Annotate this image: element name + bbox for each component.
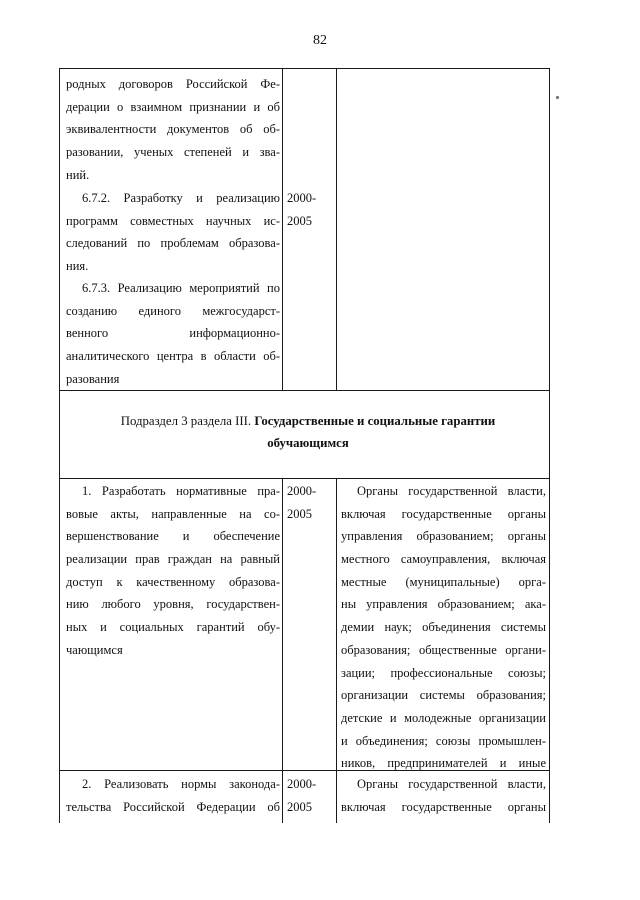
column-divider — [282, 68, 283, 391]
table-top-border — [59, 68, 550, 69]
year-start: 2000- — [287, 484, 317, 498]
text-line: созданию единого межгосударст- — [66, 303, 280, 318]
text-line: 1. Разработать нормативные пра- — [82, 484, 280, 498]
text-line: и объединения; союзы промышлен- — [341, 733, 546, 748]
text-line: тельства Российской Федерации об — [66, 799, 280, 814]
row1-measure-text — [66, 480, 280, 662]
continued-cell-text — [66, 73, 280, 186]
scan-artifact — [556, 96, 559, 99]
text-line: зации; профессиональные союзы; — [341, 665, 546, 680]
text-line: дерации о взаимном признании и об — [66, 99, 280, 114]
year-end: 2005 — [287, 213, 312, 228]
year-start: 2000- — [287, 191, 317, 205]
text-line: разовании, ученых степеней и зва- — [66, 145, 280, 160]
text-line: ны управления образованием; ака- — [341, 597, 546, 612]
subsection-prefix: Подраздел 3 раздела III. — [120, 414, 252, 428]
text-line: реализации прав граждан на равный — [66, 552, 280, 567]
row-divider — [59, 478, 550, 479]
text-line: образования; общественные органи- — [341, 642, 546, 657]
year-end: 2005 — [287, 799, 312, 814]
item-6-7-2-text — [66, 187, 280, 278]
year-end: 2005 — [287, 506, 312, 521]
text-line: Органы государственной власти, — [357, 777, 546, 791]
text-line: 6.7.2. Разработку и реализацию — [82, 191, 280, 205]
column-divider — [336, 68, 337, 391]
year-start: 2000- — [287, 777, 317, 791]
text-line: родных договоров Российской Фе- — [66, 77, 280, 91]
text-line: разования — [66, 371, 120, 386]
text-line: включая государственные органы — [341, 799, 546, 814]
text-line: вовые акты, направленные на со- — [66, 506, 280, 521]
row1-years — [287, 480, 331, 525]
text-line: эквивалентности документов об об- — [66, 122, 280, 137]
text-line: ния. — [66, 259, 89, 274]
text-line: ных и социальных гарантий обу- — [66, 620, 280, 635]
text-line: Органы государственной власти, — [357, 484, 546, 498]
subsection-title-continued: обучающимся — [267, 436, 349, 450]
row2-years — [287, 773, 331, 818]
page-number: 82 — [313, 33, 327, 48]
text-line: вершенствование и обеспечение — [66, 529, 280, 544]
text-line: местные (муниципальные) орга- — [341, 574, 546, 589]
subsection-title: Государственные и социальные гарантии — [254, 414, 496, 428]
text-line: программ совместных научных ис- — [66, 213, 280, 228]
text-line: аналитического центра в области об- — [66, 349, 280, 364]
text-line: детские и молодежные организации — [341, 710, 546, 725]
text-line: чающимся — [66, 642, 123, 657]
row1-responsible-bodies — [341, 480, 546, 775]
item-6-7-2-years — [287, 187, 331, 232]
row2-responsible-bodies — [341, 773, 546, 818]
column-divider — [282, 478, 283, 823]
text-line: местного самоуправления, включая — [341, 552, 546, 567]
text-line: 2. Реализовать нормы законода- — [82, 777, 280, 791]
text-line: ний. — [66, 167, 90, 182]
text-line: демии наук; объединения системы — [341, 620, 546, 635]
text-line: управления образованием; органы — [341, 529, 546, 544]
table-left-border — [59, 68, 60, 823]
text-line: нию любого уровня, государствен- — [66, 597, 280, 612]
text-line: венного информационно- — [66, 326, 280, 341]
text-line: ников, предпринимателей и иные — [341, 756, 546, 771]
text-line: следований по проблемам образова- — [66, 236, 280, 251]
text-line: 6.7.3. Реализацию мероприятий по — [82, 281, 280, 295]
subsection-heading — [66, 410, 550, 454]
text-line: организации системы образования; — [341, 688, 546, 703]
column-divider — [336, 478, 337, 823]
item-6-7-3-text — [66, 277, 280, 390]
text-line: доступ к качественному образова- — [66, 574, 280, 589]
row2-measure-text — [66, 773, 280, 818]
text-line: включая государственные органы — [341, 506, 546, 521]
